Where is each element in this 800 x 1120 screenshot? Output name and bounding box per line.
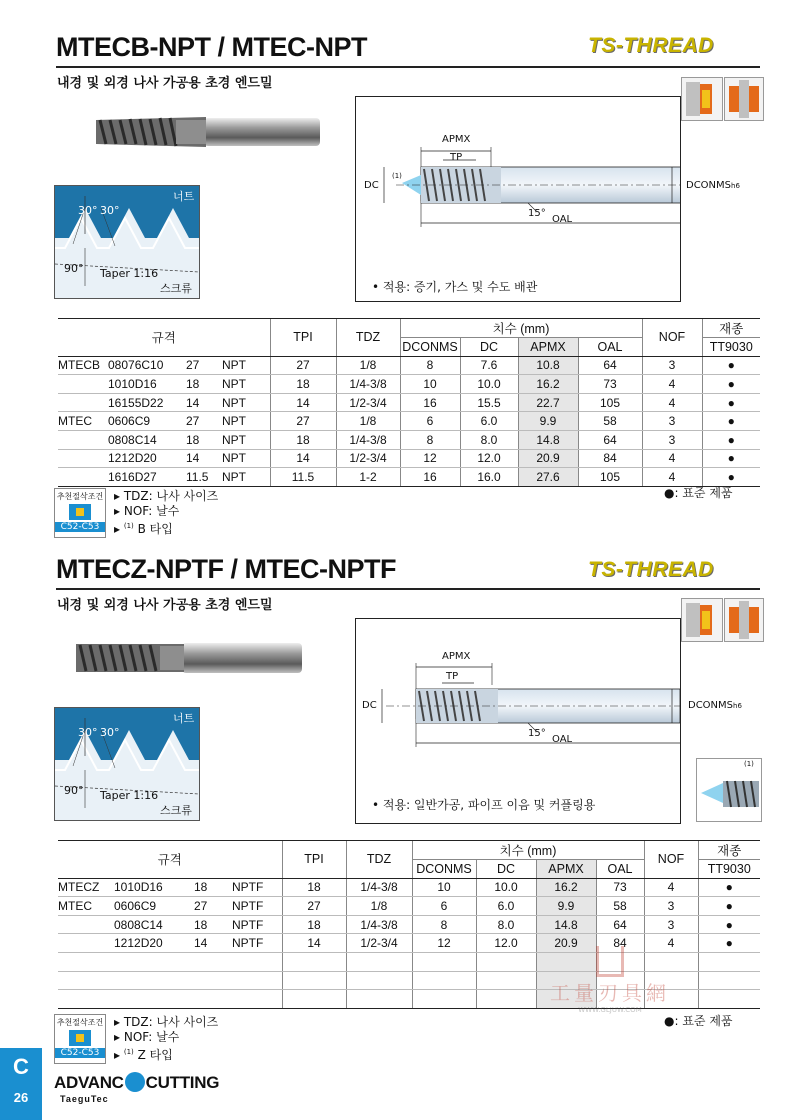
cell-oal: 64 [578,430,642,449]
cell-type: NPTF [232,897,282,916]
cell-series [58,915,114,934]
cell-apmx: 27.6 [518,468,578,487]
note-tdz: ▸ TDZ: 나사 사이즈 [114,489,219,503]
cell-code: 0808C14 [108,430,186,449]
col-dc-2: DC [476,860,536,879]
cell-oal: 84 [596,934,644,953]
cell-nof: 4 [644,934,698,953]
tool-dimension-diagram [355,96,681,302]
col-tpi: TPI [270,319,336,357]
table-row [58,430,760,449]
cell-tdz: 1/4-3/8 [346,915,412,934]
note-tdz-2: ▸ TDZ: 나사 사이즈 [114,1015,219,1029]
cell-tdz: 1/2-3/4 [336,449,400,468]
cell-dconms [412,971,476,990]
cell-pitch [194,990,232,1009]
angle-left-label-2: 30° [78,726,98,739]
cell-stock: ● [698,915,760,934]
cell-apmx: 22.7 [518,393,578,412]
notes-block-2 [114,1015,218,1063]
cell-code [114,952,194,971]
cell-stock: ● [702,468,760,487]
col-apmx: APMX [518,338,578,357]
title-rule [56,66,760,68]
table-row [58,412,760,431]
cell-series [58,449,108,468]
recommended-cutting-badge-2 [54,1014,106,1064]
cell-type [232,952,282,971]
cell-dc: 7.6 [460,356,518,375]
cell-dconms: 16 [400,468,460,487]
tp-label-2: TP [446,671,459,682]
cell-stock [698,971,760,990]
external-thread-icon [724,77,764,121]
internal-thread-icon-2 [681,598,723,642]
rec-label: 추천절삭조건 [56,492,104,501]
cell-apmx: 9.9 [536,897,596,916]
cell-nof: 4 [642,468,702,487]
cell-code [114,971,194,990]
table-row [58,375,760,394]
angle-90-label: 90° [64,262,84,275]
cell-dc: 15.5 [460,393,518,412]
cell-type: NPT [222,375,270,394]
cell-dc [476,971,536,990]
cell-apmx: 14.8 [536,915,596,934]
cell-apmx: 16.2 [518,375,578,394]
cell-pitch: 14 [186,449,222,468]
cell-dconms [412,990,476,1009]
col-tdz: TDZ [336,319,400,357]
cell-dconms: 8 [400,430,460,449]
cell-dc [476,952,536,971]
col-dims-2: 치수 (mm) [412,841,644,860]
angle-15-label: 15° [528,208,546,219]
note-z-sup: (1) [123,1048,134,1056]
cell-dc: 12.0 [460,449,518,468]
watermark-url: WWW.GLJUW.COM [578,1006,642,1014]
note-1-marker-2: (1) [744,760,754,768]
cell-nof: 4 [642,375,702,394]
section2-title: MTECZ-NPTF / MTEC-NPTF [56,554,396,584]
cell-oal: 58 [596,897,644,916]
note-b-text: B 타입 [133,522,173,536]
screw-label: 스크류 [160,282,192,295]
col-nof: NOF [642,319,702,357]
table-row [58,897,760,916]
cell-code: 1010D16 [114,878,194,897]
section1-title: MTECB-NPT / MTEC-NPT [56,32,367,62]
endmill-photo [86,112,326,152]
cell-stock: ● [698,897,760,916]
cell-series: MTECB [58,356,108,375]
cell-series [58,430,108,449]
cell-code: 1616D27 [108,468,186,487]
application-text-2: • 적용: 일반가공, 파이프 이음 및 커플링용 [372,798,596,812]
cell-nof: 3 [642,430,702,449]
cell-dconms: 8 [400,356,460,375]
cell-oal: 58 [578,412,642,431]
cell-tpi: 18 [270,375,336,394]
ts-thread-logo-2: TS-THREAD [588,558,714,581]
angle-right-label-2: 30° [100,726,120,739]
cell-tdz [346,990,412,1009]
col-dconms-2: DCONMS [412,860,476,879]
h6-text: h6 [731,182,740,190]
note-b-type: ▸ $^{(1)}$ B 타입 [114,522,173,536]
cell-tdz [346,952,412,971]
cell-stock: ● [702,449,760,468]
cell-apmx: 10.8 [518,356,578,375]
cell-tdz: 1/8 [346,897,412,916]
section2-subtitle: 내경 및 외경 나사 가공용 초경 엔드밀 [57,598,273,613]
cell-nof: 3 [642,356,702,375]
spec-table-npt [58,318,760,487]
cell-code: 0808C14 [114,915,194,934]
note-nof-2: ▸ NOF: 날수 [114,1030,180,1044]
apmx-label: APMX [442,134,471,145]
col-grade-code: TT9030 [702,338,760,357]
col-oal-2: OAL [596,860,644,879]
cell-tpi [282,990,346,1009]
cell-stock: ● [698,878,760,897]
cell-dconms: 12 [400,449,460,468]
cell-tdz: 1/4-3/8 [336,375,400,394]
cell-oal: 64 [578,356,642,375]
cell-dconms: 6 [412,897,476,916]
table-row [58,449,760,468]
cell-nof: 4 [642,449,702,468]
cell-tpi: 27 [282,897,346,916]
col-dims: 치수 (mm) [400,319,642,338]
angle-left-label: 30° [78,204,98,217]
taper-label: Taper 1:16 [100,267,159,280]
cell-dconms: 12 [412,934,476,953]
cell-pitch: 18 [186,430,222,449]
cell-tdz: 1/2-3/4 [346,934,412,953]
rec-icon [69,504,91,520]
nut-label-2: 너트 [173,712,195,725]
cell-nof: 3 [644,915,698,934]
cell-dconms: 16 [400,393,460,412]
tp-label: TP [450,152,463,163]
cell-tpi: 18 [282,878,346,897]
cell-pitch: 14 [194,934,232,953]
angle-90-label-2: 90° [64,784,84,797]
table-row [58,393,760,412]
brand-e-icon [125,1072,145,1092]
cell-dc: 6.0 [460,412,518,431]
cell-oal: 84 [578,449,642,468]
cell-series: MTECZ [58,878,114,897]
cell-pitch: 11.5 [186,468,222,487]
note-1-marker: (1) [392,172,402,180]
cell-tdz: 1-2 [336,468,400,487]
cell-code: 1212D20 [114,934,194,953]
cell-dconms: 10 [400,375,460,394]
standard-note: ●: 표준 제품 [664,486,733,500]
col-dconms: DCONMS [400,338,460,357]
note-z-type: ▸ $^{(1)}$ Z 타입 [114,1048,173,1062]
cell-apmx: 16.2 [536,878,596,897]
cell-tdz: 1/8 [336,356,400,375]
rec-label-2: 추천절삭조건 [56,1018,104,1027]
cell-apmx: 14.8 [518,430,578,449]
cell-pitch: 27 [186,412,222,431]
cell-apmx: 20.9 [536,934,596,953]
screw-label-2: 스크류 [160,804,192,817]
angle-right-label: 30° [100,204,120,217]
cell-type: NPTF [232,915,282,934]
cell-oal: 73 [578,375,642,394]
col-tdz-2: TDZ [346,841,412,879]
cell-series [58,952,114,971]
cell-tpi: 14 [282,934,346,953]
cell-nof: 4 [644,878,698,897]
table-row [58,878,760,897]
notes-block [114,489,218,537]
cell-tdz [346,971,412,990]
chapter-tab [0,1048,42,1120]
tool-dimension-diagram-2 [355,618,681,824]
cell-dc: 10.0 [460,375,518,394]
chapter-letter: C [13,1054,29,1079]
cell-stock: ● [698,934,760,953]
cell-stock: ● [702,356,760,375]
cell-tpi: 27 [270,356,336,375]
rec-icon-2 [69,1030,91,1046]
cell-series [58,990,114,1009]
cell-oal: 105 [578,468,642,487]
col-tpi-2: TPI [282,841,346,879]
cell-dc: 8.0 [476,915,536,934]
watermark-text: 工量刃具網 [550,981,670,1005]
cell-tdz: 1/4-3/8 [336,430,400,449]
cell-apmx: 20.9 [518,449,578,468]
page-number: 26 [13,1090,29,1105]
cell-tpi: 14 [270,449,336,468]
cell-apmx: 9.9 [518,412,578,431]
rec-pages-2: C52-C53 [55,1048,105,1058]
table-row [58,915,760,934]
taper-label-2: Taper 1:16 [100,789,159,802]
cell-oal: 64 [596,915,644,934]
cell-tpi: 11.5 [270,468,336,487]
note-b-sup: (1) [123,522,134,530]
cell-dconms: 8 [412,915,476,934]
internal-thread-icon [681,77,723,121]
cell-series [58,393,108,412]
recommended-cutting-badge [54,488,106,538]
table-row [58,468,760,487]
cell-stock: ● [702,375,760,394]
col-grade: 재종 [702,319,760,338]
col-nof-2: NOF [644,841,698,879]
col-spec-2: 규격 [58,841,282,879]
cell-pitch: 14 [186,393,222,412]
cell-dc: 6.0 [476,897,536,916]
watermark-logo [596,946,624,977]
dconms-label-2 [688,700,742,711]
cell-type [232,990,282,1009]
taegutec-label: TaeguTec [60,1094,109,1104]
nut-label: 너트 [173,190,195,203]
brand-left: ADVANC [54,1073,124,1092]
advance-cutting-logo [54,1072,219,1093]
cell-type: NPTF [232,878,282,897]
col-spec: 규격 [58,319,270,357]
cell-pitch: 18 [186,375,222,394]
watermark [530,946,690,1014]
cell-pitch: 27 [194,897,232,916]
note-nof: ▸ NOF: 날수 [114,504,180,518]
cell-stock [698,990,760,1009]
cell-oal: 73 [596,878,644,897]
cell-tpi [282,971,346,990]
cell-pitch: 27 [186,356,222,375]
cell-type: NPT [222,412,270,431]
cell-tdz: 1/4-3/8 [346,878,412,897]
cell-stock: ● [702,430,760,449]
cell-series [58,971,114,990]
cell-type: NPT [222,356,270,375]
dconms-text-2: DCONMS [688,700,734,711]
title-rule-2 [56,588,760,590]
cell-dconms [412,952,476,971]
brand-right: CUTTING [145,1073,220,1092]
cell-type: NPT [222,393,270,412]
col-grade-code-2: TT9030 [698,860,760,879]
col-oal: OAL [578,338,642,357]
cell-code [114,990,194,1009]
cell-pitch: 18 [194,878,232,897]
cell-code: 16155D22 [108,393,186,412]
cell-tpi: 14 [270,393,336,412]
cell-type [232,971,282,990]
cell-stock: ● [702,412,760,431]
h6-text-2: h6 [733,702,742,710]
cell-code: 0606C9 [114,897,194,916]
cell-type: NPT [222,468,270,487]
cell-dc: 8.0 [460,430,518,449]
note-z-text: Z 타입 [133,1048,173,1062]
cell-series [58,468,108,487]
cell-type: NPT [222,449,270,468]
table-row [58,356,760,375]
cell-stock: ● [702,393,760,412]
external-thread-icon-2 [724,598,764,642]
cell-series: MTEC [58,897,114,916]
col-grade-2: 재종 [698,841,760,860]
cell-code: 0606C9 [108,412,186,431]
cell-dc: 16.0 [460,468,518,487]
dconms-label [686,180,740,191]
cell-tpi: 18 [282,915,346,934]
col-apmx-2: APMX [536,860,596,879]
cell-pitch [194,952,232,971]
dc-label: DC [364,180,379,191]
cell-dconms: 10 [412,878,476,897]
endmill-photo-2 [72,638,312,678]
cell-oal: 105 [578,393,642,412]
cell-tdz: 1/8 [336,412,400,431]
ts-thread-logo: TS-THREAD [588,34,714,57]
cell-nof: 4 [642,393,702,412]
cell-dconms: 6 [400,412,460,431]
dc-label-2: DC [362,700,377,711]
cell-series: MTEC [58,412,108,431]
cell-dc: 12.0 [476,934,536,953]
cell-dc [476,990,536,1009]
application-text: • 적용: 증기, 가스 및 수도 배관 [372,280,538,294]
cell-dc: 10.0 [476,878,536,897]
cell-stock [698,952,760,971]
cell-pitch [194,971,232,990]
oal-label-2: OAL [552,734,573,745]
cell-code: 08076C10 [108,356,186,375]
apmx-label-2: APMX [442,651,471,662]
section1-subtitle: 내경 및 외경 나사 가공용 초경 엔드밀 [57,76,273,91]
oal-label: OAL [552,214,573,225]
cell-type: NPT [222,430,270,449]
cell-series [58,375,108,394]
cell-tdz: 1/2-3/4 [336,393,400,412]
rec-pages: C52-C53 [55,522,105,532]
cell-tpi: 18 [270,430,336,449]
cell-series [58,934,114,953]
angle-15-label-2: 15° [528,728,546,739]
cell-tpi [282,952,346,971]
col-dc: DC [460,338,518,357]
dconms-text: DCONMS [686,180,732,191]
cell-tpi: 27 [270,412,336,431]
cell-code: 1010D16 [108,375,186,394]
cell-nof: 3 [644,897,698,916]
cell-type: NPTF [232,934,282,953]
standard-note-2: ●: 표준 제품 [664,1014,733,1028]
cell-nof: 3 [642,412,702,431]
cell-pitch: 18 [194,915,232,934]
cell-code: 1212D20 [108,449,186,468]
